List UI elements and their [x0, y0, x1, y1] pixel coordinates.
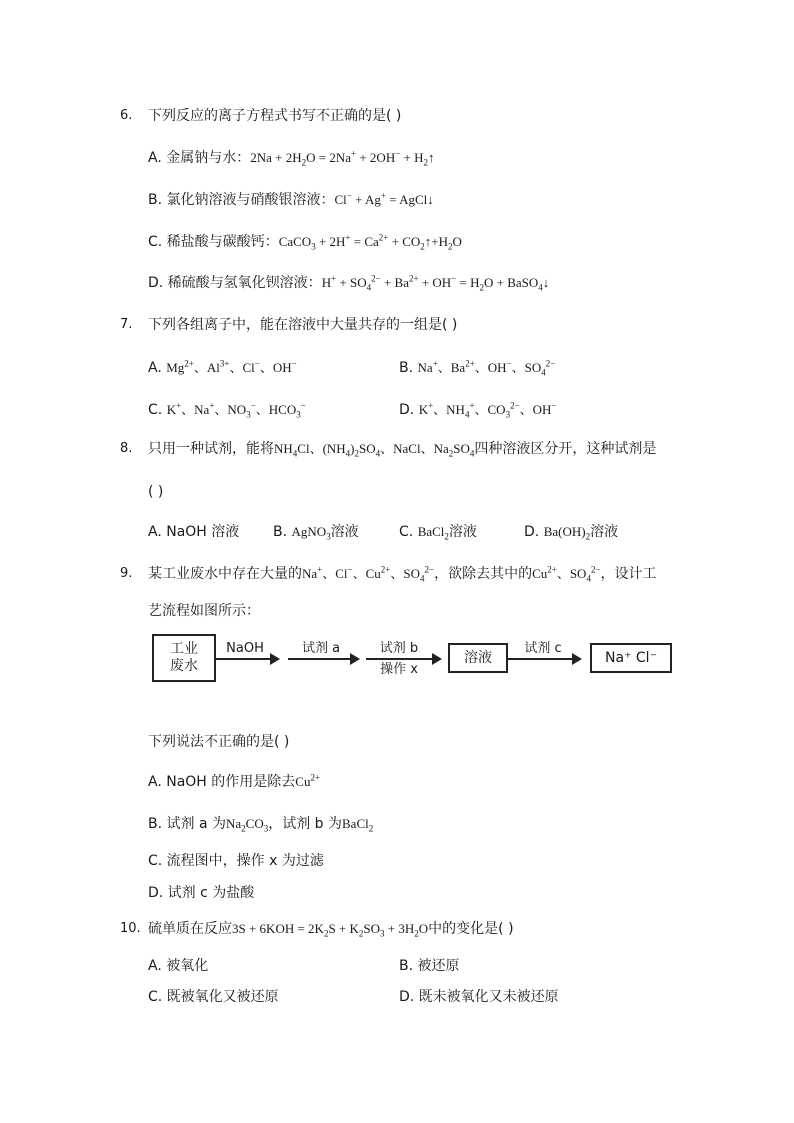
q9-option-b[interactable]: B. 试剂 a 为$Na_2CO_3$，试剂 b 为BaCl$_2$ [148, 816, 374, 834]
q9-stem-continued: 艺流程如图所示： [148, 603, 260, 619]
q9-sub-stem: 下列说法不正确的是( ) [148, 734, 290, 750]
q6-number: 6. [120, 108, 133, 123]
flow-label-reagent-c: 试剂 c [524, 641, 562, 656]
q7-option-c[interactable]: C. K+、Na+、$NO_3^-$、$HCO_3^-$ [148, 400, 306, 420]
q10-option-c[interactable]: C. 既被氧化又被还原 [148, 989, 279, 1005]
q10-stem: 硫单质在反应$3S + 6KOH = 2K_2S + K_2SO_3 + 3H_2O$中的变化是( ) [148, 921, 514, 939]
flow-label-naoh: NaOH [226, 641, 264, 656]
q7-option-b[interactable]: B. Na+、$Ba^{2+}$、OH−、$SO_4^{2-}$ [399, 358, 556, 378]
flow-box-product: Na⁺ Cl⁻ [590, 643, 672, 673]
q8-option-b[interactable]: B. AgNO$_3$溶液 [273, 524, 359, 542]
q9-option-c[interactable]: C. 流程图中，操作 x 为过滤 [148, 853, 324, 869]
q10-option-b[interactable]: B. 被还原 [399, 958, 460, 974]
flow-box-wastewater: 工业 废水 [152, 634, 216, 682]
q7-option-d[interactable]: D. K+、$NH_4^+$、$CO_3^{2-}$、OH− [399, 400, 557, 420]
q6-stem: 下列反应的离子方程式书写不正确的是( ) [148, 108, 402, 124]
q8-paren: ( ) [148, 484, 164, 500]
q9-stem: 某工业废水中存在大量的Na+、Cl−、$Cu^{2+}$、$SO_4^{2-}$，欲除去其中的$Cu^{2+}$、$SO_4^{2-}$，设计工 [148, 564, 657, 584]
q8-number: 8. [120, 441, 133, 456]
q6-option-c[interactable]: C. 稀盐酸与碳酸钙：CaCO$_3$ + $2H^+ = Ca^{2+}$ + $CO_2↑+H_2O$ [148, 232, 462, 252]
flow-box-solution: 溶液 [448, 643, 508, 673]
equation-c: CaCO$_3$ + $2H^+ = Ca^{2+}$ + $CO_2↑+H_2O$ [278, 232, 462, 252]
flow-label-reagent-b: 试剂 b [379, 641, 419, 656]
q6-option-a[interactable]: A. 金属钠与水：$2Na + 2H_2O = 2Na^+ + 2OH^-$ + $H_2↑$ [148, 148, 435, 168]
q8-option-a[interactable]: A. NaOH 溶液 [148, 524, 240, 540]
q8-stem: 只用一种试剂，能将$NH_4Cl$、$(NH_4)_2SO_4$、NaCl、$Na_2SO_4$四种溶液区分开，这种试剂是 [148, 441, 657, 459]
flow-arrow-1 [214, 658, 278, 660]
equation-d: $H^+ + SO_4^{2-} + Ba^{2+} + OH^- = H_2O$ + BaSO$_4$↓ [321, 273, 550, 293]
flow-arrow-3 [366, 658, 440, 660]
q9-option-d[interactable]: D. 试剂 c 为盐酸 [148, 885, 255, 901]
flow-label-operation-x: 操作 x [380, 662, 418, 677]
q8-option-d[interactable]: D. $Ba(OH)_2$溶液 [524, 524, 619, 542]
equation-b: Cl− + Ag+ = AgCl↓ [334, 190, 434, 207]
q6-option-b[interactable]: B. 氯化钠溶液与硝酸银溶液：Cl− + Ag+ = AgCl↓ [148, 190, 434, 208]
q10-option-a[interactable]: A. 被氧化 [148, 958, 209, 974]
q10-number: 10. [120, 921, 141, 936]
q7-number: 7. [120, 317, 133, 332]
q9-option-a[interactable]: A. NaOH 的作用是除去$Cu^{2+}$ [148, 772, 321, 790]
q7-stem: 下列各组离子中，能在溶液中大量共存的一组是( ) [148, 317, 458, 333]
q10-option-d[interactable]: D. 既未被氧化又未被还原 [399, 989, 559, 1005]
flow-arrow-2 [288, 658, 358, 660]
q8-option-c[interactable]: C. BaCl$_2$溶液 [399, 524, 477, 542]
flow-label-reagent-a: 试剂 a [301, 641, 341, 656]
flow-arrow-4 [508, 658, 580, 660]
q9-number: 9. [120, 566, 133, 581]
q6-option-d[interactable]: D. 稀硫酸与氢氧化钡溶液：$H^+ + SO_4^{2-} + Ba^{2+} + OH^- = H_2O$ + BaSO$_4$↓ [148, 273, 550, 293]
equation-a: $2Na + 2H_2O = 2Na^+ + 2OH^-$ + $H_2↑$ [250, 148, 435, 168]
q7-option-a[interactable]: A. $Mg^{2+}$、$Al^{3+}$、Cl−、OH− [148, 358, 297, 376]
